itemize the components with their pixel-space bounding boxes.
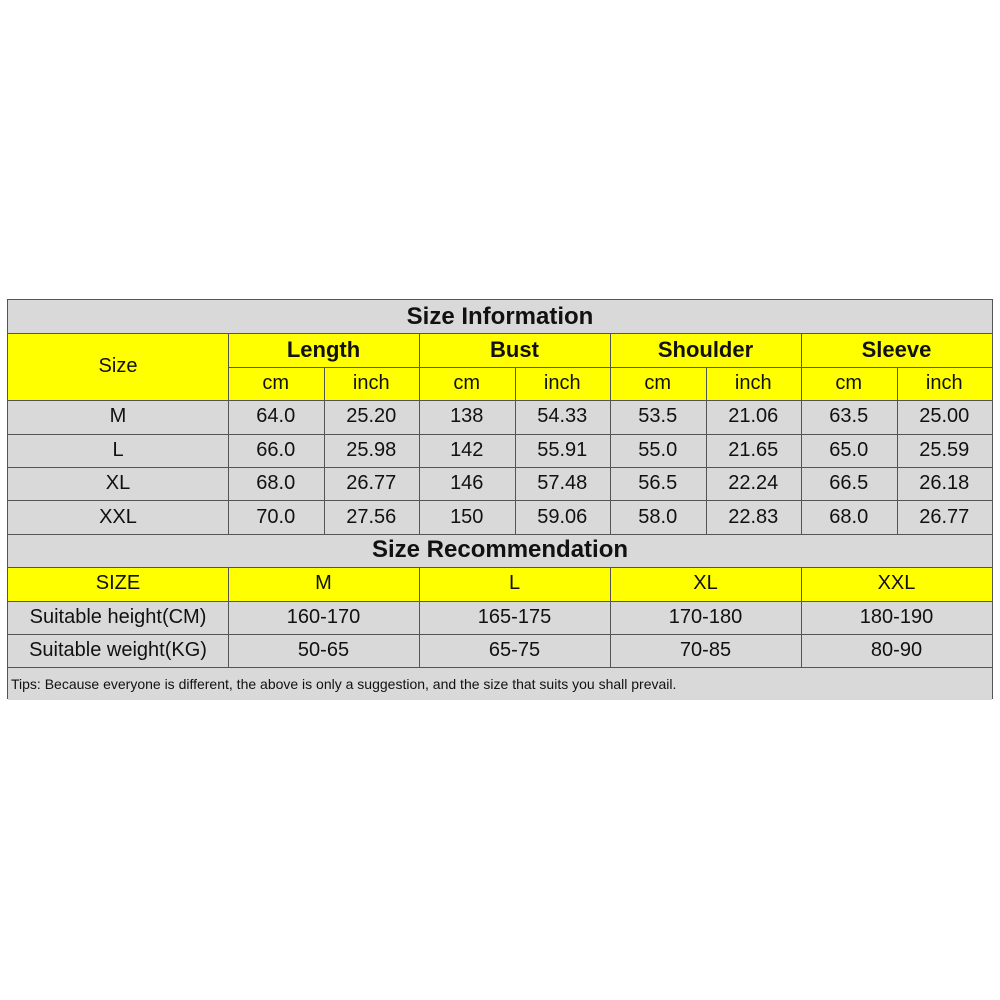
measurement-value: 64.0 [228,400,324,433]
measurement-value: 25.00 [897,400,993,433]
grid-line [610,567,611,667]
recommendation-row-label: Suitable height(CM) [8,601,228,634]
measurement-value: 59.06 [515,500,611,533]
size-label: L [8,434,228,467]
measurement-value: 26.77 [897,500,993,533]
measurement-value: 25.98 [324,434,420,467]
measurement-value: 65.0 [801,434,897,467]
recommendation-row-label: Suitable weight(KG) [8,634,228,667]
measurement-group-header: Bust [419,333,610,366]
measurement-value: 66.5 [801,467,897,500]
unit-header: inch [897,367,993,400]
measurement-value: 27.56 [324,500,420,533]
recommendation-value: 70-85 [610,634,801,667]
grid-line [8,534,992,535]
measurement-value: 22.24 [706,467,802,500]
unit-header: cm [801,367,897,400]
recommendation-size: XL [610,567,801,600]
unit-header: cm [610,367,706,400]
size-label: XL [8,467,228,500]
measurement-value: 63.5 [801,400,897,433]
measurement-value: 57.48 [515,467,611,500]
recommendation-value: 160-170 [228,601,419,634]
grid-line [228,333,229,533]
grid-line [8,400,992,401]
measurement-value: 55.91 [515,434,611,467]
grid-line [8,467,992,468]
measurement-value: 146 [419,467,515,500]
measurement-value: 58.0 [610,500,706,533]
measurement-value: 70.0 [228,500,324,533]
unit-header: inch [324,367,420,400]
grid-line [515,367,516,534]
measurement-value: 138 [419,400,515,433]
size-chart-table [7,299,993,699]
measurement-value: 21.65 [706,434,802,467]
recommendation-value: 65-75 [419,634,610,667]
grid-line [8,567,992,568]
grid-line [8,634,992,635]
measurement-value: 54.33 [515,400,611,433]
grid-line [8,333,992,334]
size-recommendation-title: Size Recommendation [8,534,992,567]
size-label: XXL [8,500,228,533]
measurement-value: 66.0 [228,434,324,467]
grid-line [801,333,802,533]
measurement-value: 25.59 [897,434,993,467]
size-column-header: Size [8,333,228,400]
recommendation-size-header: SIZE [8,567,228,600]
recommendation-value: 165-175 [419,601,610,634]
measurement-value: 68.0 [801,500,897,533]
measurement-value: 53.5 [610,400,706,433]
measurement-value: 25.20 [324,400,420,433]
grid-line [324,367,325,534]
grid-line [8,434,992,435]
measurement-value: 150 [419,500,515,533]
recommendation-size: M [228,567,419,600]
measurement-group-header: Shoulder [610,333,801,366]
recommendation-value: 50-65 [228,634,419,667]
grid-line [419,333,420,533]
measurement-value: 21.06 [706,400,802,433]
unit-header: inch [706,367,802,400]
grid-line [419,567,420,667]
measurement-value: 22.83 [706,500,802,533]
unit-header: inch [515,367,611,400]
size-information-title: Size Information [8,300,992,333]
recommendation-value: 80-90 [801,634,992,667]
measurement-value: 26.18 [897,467,993,500]
measurement-group-header: Length [228,333,419,366]
grid-line [897,367,898,534]
measurement-value: 56.5 [610,467,706,500]
size-label: M [8,400,228,433]
grid-line [801,567,802,667]
grid-line [706,367,707,534]
measurement-value: 26.77 [324,467,420,500]
unit-header: cm [419,367,515,400]
recommendation-value: 180-190 [801,601,992,634]
recommendation-size: XXL [801,567,992,600]
tips-note: Tips: Because everyone is different, the above is only a suggestion, and the size that suits you shall prevail. [8,667,992,700]
grid-line [8,601,992,602]
measurement-group-header: Sleeve [801,333,992,366]
unit-header: cm [228,367,324,400]
measurement-value: 142 [419,434,515,467]
measurement-value: 55.0 [610,434,706,467]
recommendation-size: L [419,567,610,600]
recommendation-value: 170-180 [610,601,801,634]
measurement-value: 68.0 [228,467,324,500]
grid-line [8,667,992,668]
grid-line [8,500,992,501]
grid-line [228,567,229,667]
grid-line [610,333,611,533]
